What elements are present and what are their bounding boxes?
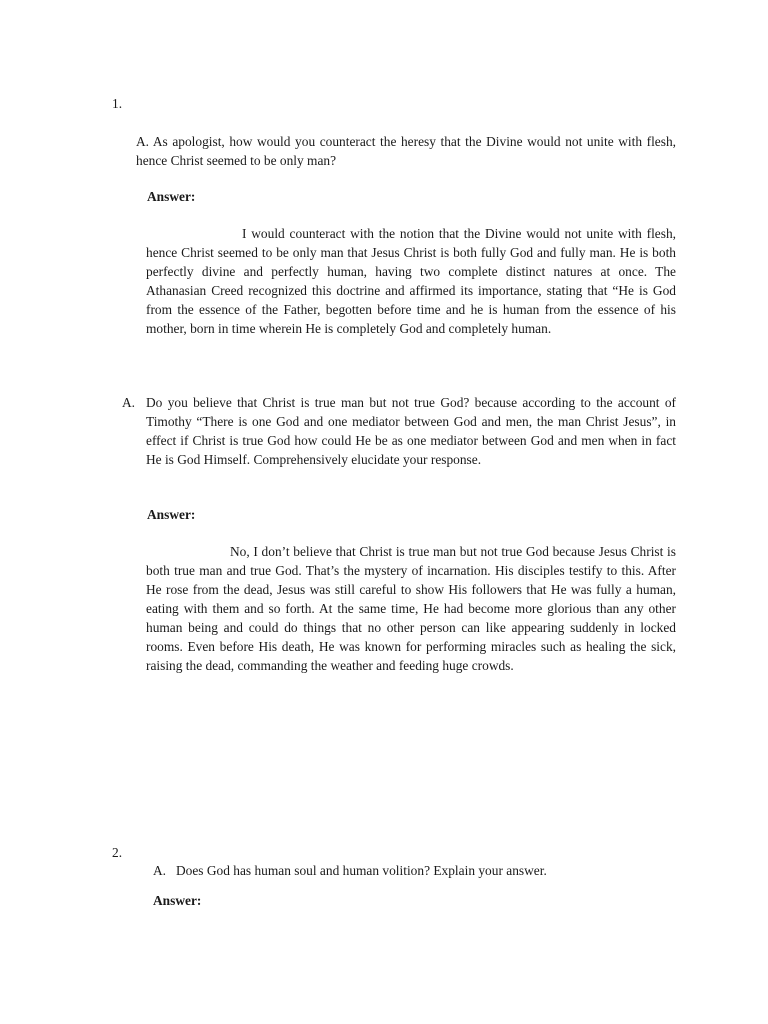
answer-1a [146,224,676,338]
answer-1a-text: I would counteract with the notion that the Divine would not unite with flesh, hence Christ seemed to be only man that Jesus Christ is both fully God and fully man. He is both perfectly divine and perfectly human, having two complete distinct natures at once. The Athanasian Creed recognized this doctrine and affirmed its importance, stating that “He is God from the essence of the Father, begotten before time and he is human from the essence of his mother, born in time wherein He is completely God and completely human. [146,226,676,336]
question-1a-text: As apologist, how would you counteract the heresy that the Divine would not unite with flesh, hence Christ seemed to be only man? [136,134,676,168]
question-number-1: 1. [112,96,123,111]
question-number-2: 2. [112,845,123,860]
answer-1b [146,542,676,675]
question-1b: Do you believe that Christ is true man but not true God? because according to the account of Timothy “There is one God and one mediator between God and men, the man Christ Jesus”, in effect if Christ is true God how could He be as one mediator between God and men when in fact He is God Himself. Comprehensively elucidate your response. [146,395,676,467]
question-1a-letter: A. [136,134,150,149]
question-2a: Does God has human soul and human volition? Explain your answer. [176,863,547,878]
answer-1b-text: No, I don’t believe that Christ is true man but not true God because Jesus Christ is both true man and true God. That’s the mystery of incarnation. His disciples testify to this. After He rose from the dead, Jesus was still careful to show His followers that He was fully a human, eating with them and so forth. At the same time, He had become more glorious than any other human being and could do things that no other person can like appearing suddenly in locked rooms. Even before His death, He was known for performing miracles such as healing the sick, raising the dead, commanding the weather and feeding huge crowds. [146,544,676,673]
question-1a [136,132,676,170]
answer-label-1a: Answer: [147,189,196,204]
question-1b-letter: A. [122,395,136,410]
answer-label-2a: Answer: [153,893,202,908]
question-2a-letter: A. [153,863,167,878]
answer-label-1b: Answer: [147,507,196,522]
